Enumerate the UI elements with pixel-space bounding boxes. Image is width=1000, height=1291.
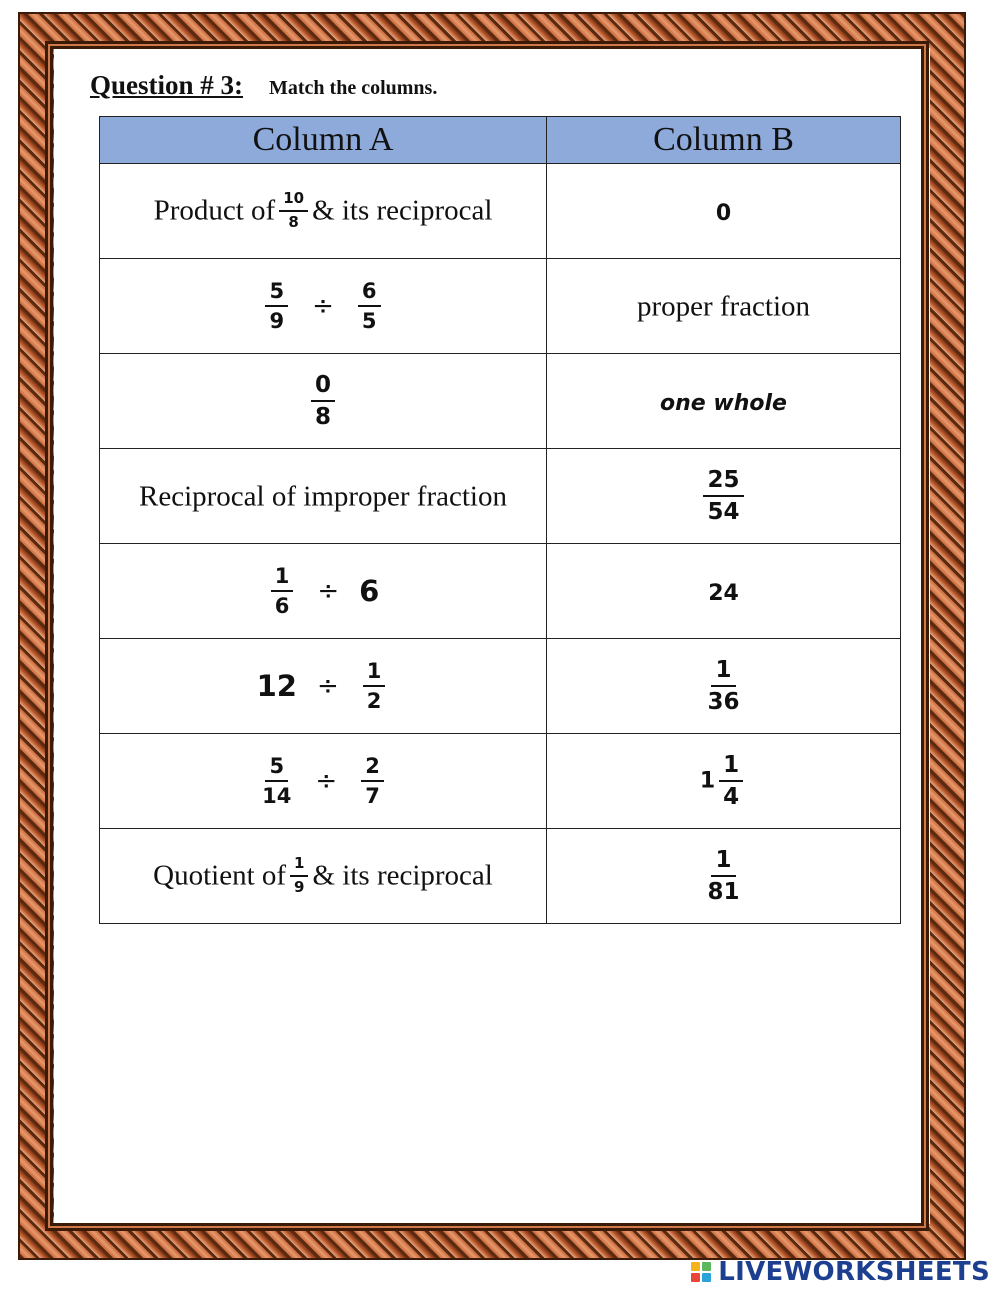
cell-suffix-text: & its reciprocal — [312, 194, 493, 227]
column-b-cell[interactable] — [547, 354, 901, 449]
whole-number: 12 — [256, 669, 297, 703]
fraction-numerator: 25 — [703, 468, 743, 497]
fraction — [265, 280, 288, 332]
fraction-denominator: 9 — [269, 309, 285, 333]
column-a-cell — [100, 639, 547, 734]
table-header-row — [100, 117, 901, 164]
division-operator: ÷ — [315, 766, 338, 796]
question-label: Question # 3: — [90, 70, 244, 100]
fraction — [358, 280, 381, 332]
table-row — [100, 354, 901, 449]
liveworksheets-logo-icon — [691, 1262, 711, 1282]
fraction — [262, 755, 291, 807]
column-a-cell — [100, 449, 547, 544]
column-a-cell — [100, 829, 547, 924]
fraction-numerator: 5 — [265, 755, 288, 782]
table-row — [100, 449, 901, 544]
fraction-numerator: 2 — [361, 755, 384, 782]
column-a-cell — [100, 734, 547, 829]
column-b-cell[interactable] — [547, 259, 901, 354]
column-b-value: proper fraction — [636, 290, 811, 323]
column-b-cell[interactable] — [547, 544, 901, 639]
match-columns-table — [99, 116, 901, 924]
fraction-denominator: 2 — [366, 689, 382, 713]
column-a-text: Reciprocal of improper fraction — [139, 480, 507, 513]
cell-prefix-text: Product of — [153, 194, 276, 227]
column-a-cell — [100, 259, 547, 354]
fraction-denominator: 8 — [314, 404, 331, 430]
fraction — [707, 848, 739, 904]
fraction-numerator: 1 — [290, 856, 308, 877]
fraction-denominator: 5 — [361, 309, 377, 333]
column-b-cell[interactable] — [547, 734, 901, 829]
column-a-cell — [100, 544, 547, 639]
column-b-cell[interactable] — [547, 829, 901, 924]
table-row — [100, 259, 901, 354]
table-row — [100, 164, 901, 259]
fraction — [703, 468, 743, 524]
fraction-numerator: 1 — [363, 660, 386, 687]
fraction — [361, 755, 384, 807]
whole-number: 6 — [359, 574, 380, 608]
column-b-cell[interactable] — [547, 164, 901, 259]
question-heading — [90, 70, 437, 101]
fraction-denominator: 81 — [707, 879, 740, 905]
fraction-numerator: 5 — [265, 280, 288, 307]
fraction — [290, 856, 308, 896]
watermark-text: LIVEWORKSHEETS — [718, 1257, 990, 1287]
cell-suffix-text: & its reciprocal — [312, 859, 493, 892]
fraction — [719, 753, 743, 809]
fraction-numerator: 1 — [271, 565, 294, 592]
division-operator: ÷ — [317, 576, 340, 606]
column-a-cell — [100, 164, 547, 259]
fraction-denominator: 14 — [262, 784, 292, 808]
fraction-numerator: 0 — [311, 373, 335, 402]
question-instruction: Match the columns. — [269, 77, 438, 99]
liveworksheets-watermark[interactable] — [691, 1255, 990, 1289]
column-b-cell[interactable] — [547, 449, 901, 544]
column-a-header: Column A — [100, 117, 547, 164]
fraction-denominator: 7 — [365, 784, 380, 808]
column-b-header: Column B — [547, 117, 901, 164]
fraction-numerator: 6 — [358, 280, 381, 307]
fraction-denominator: 4 — [723, 784, 740, 810]
fraction-denominator: 54 — [707, 499, 740, 525]
column-a-cell — [100, 354, 547, 449]
fraction-numerator: 1 — [711, 848, 735, 877]
division-operator: ÷ — [316, 671, 339, 701]
fraction — [271, 565, 294, 617]
column-b-value: 0 — [715, 201, 732, 226]
fraction-denominator: 6 — [274, 594, 290, 618]
table-row — [100, 734, 901, 829]
fraction — [363, 660, 386, 712]
fraction — [707, 658, 739, 714]
table-row — [100, 544, 901, 639]
column-b-value: one whole — [660, 391, 787, 416]
fraction — [279, 191, 308, 231]
fraction-denominator: 9 — [294, 878, 305, 896]
column-b-cell[interactable] — [547, 639, 901, 734]
fraction-denominator: 36 — [707, 689, 740, 715]
table-row — [100, 639, 901, 734]
mixed-number-whole: 1 — [699, 768, 716, 794]
fraction-numerator: 1 — [719, 753, 743, 782]
table-row — [100, 829, 901, 924]
division-operator: ÷ — [312, 291, 334, 321]
fraction-numerator: 1 — [711, 658, 735, 687]
cell-prefix-text: Quotient of — [153, 859, 287, 892]
fraction — [311, 373, 335, 429]
fraction-denominator: 8 — [288, 213, 299, 231]
fraction-numerator: 10 — [279, 191, 308, 212]
column-b-value: 24 — [708, 581, 739, 606]
